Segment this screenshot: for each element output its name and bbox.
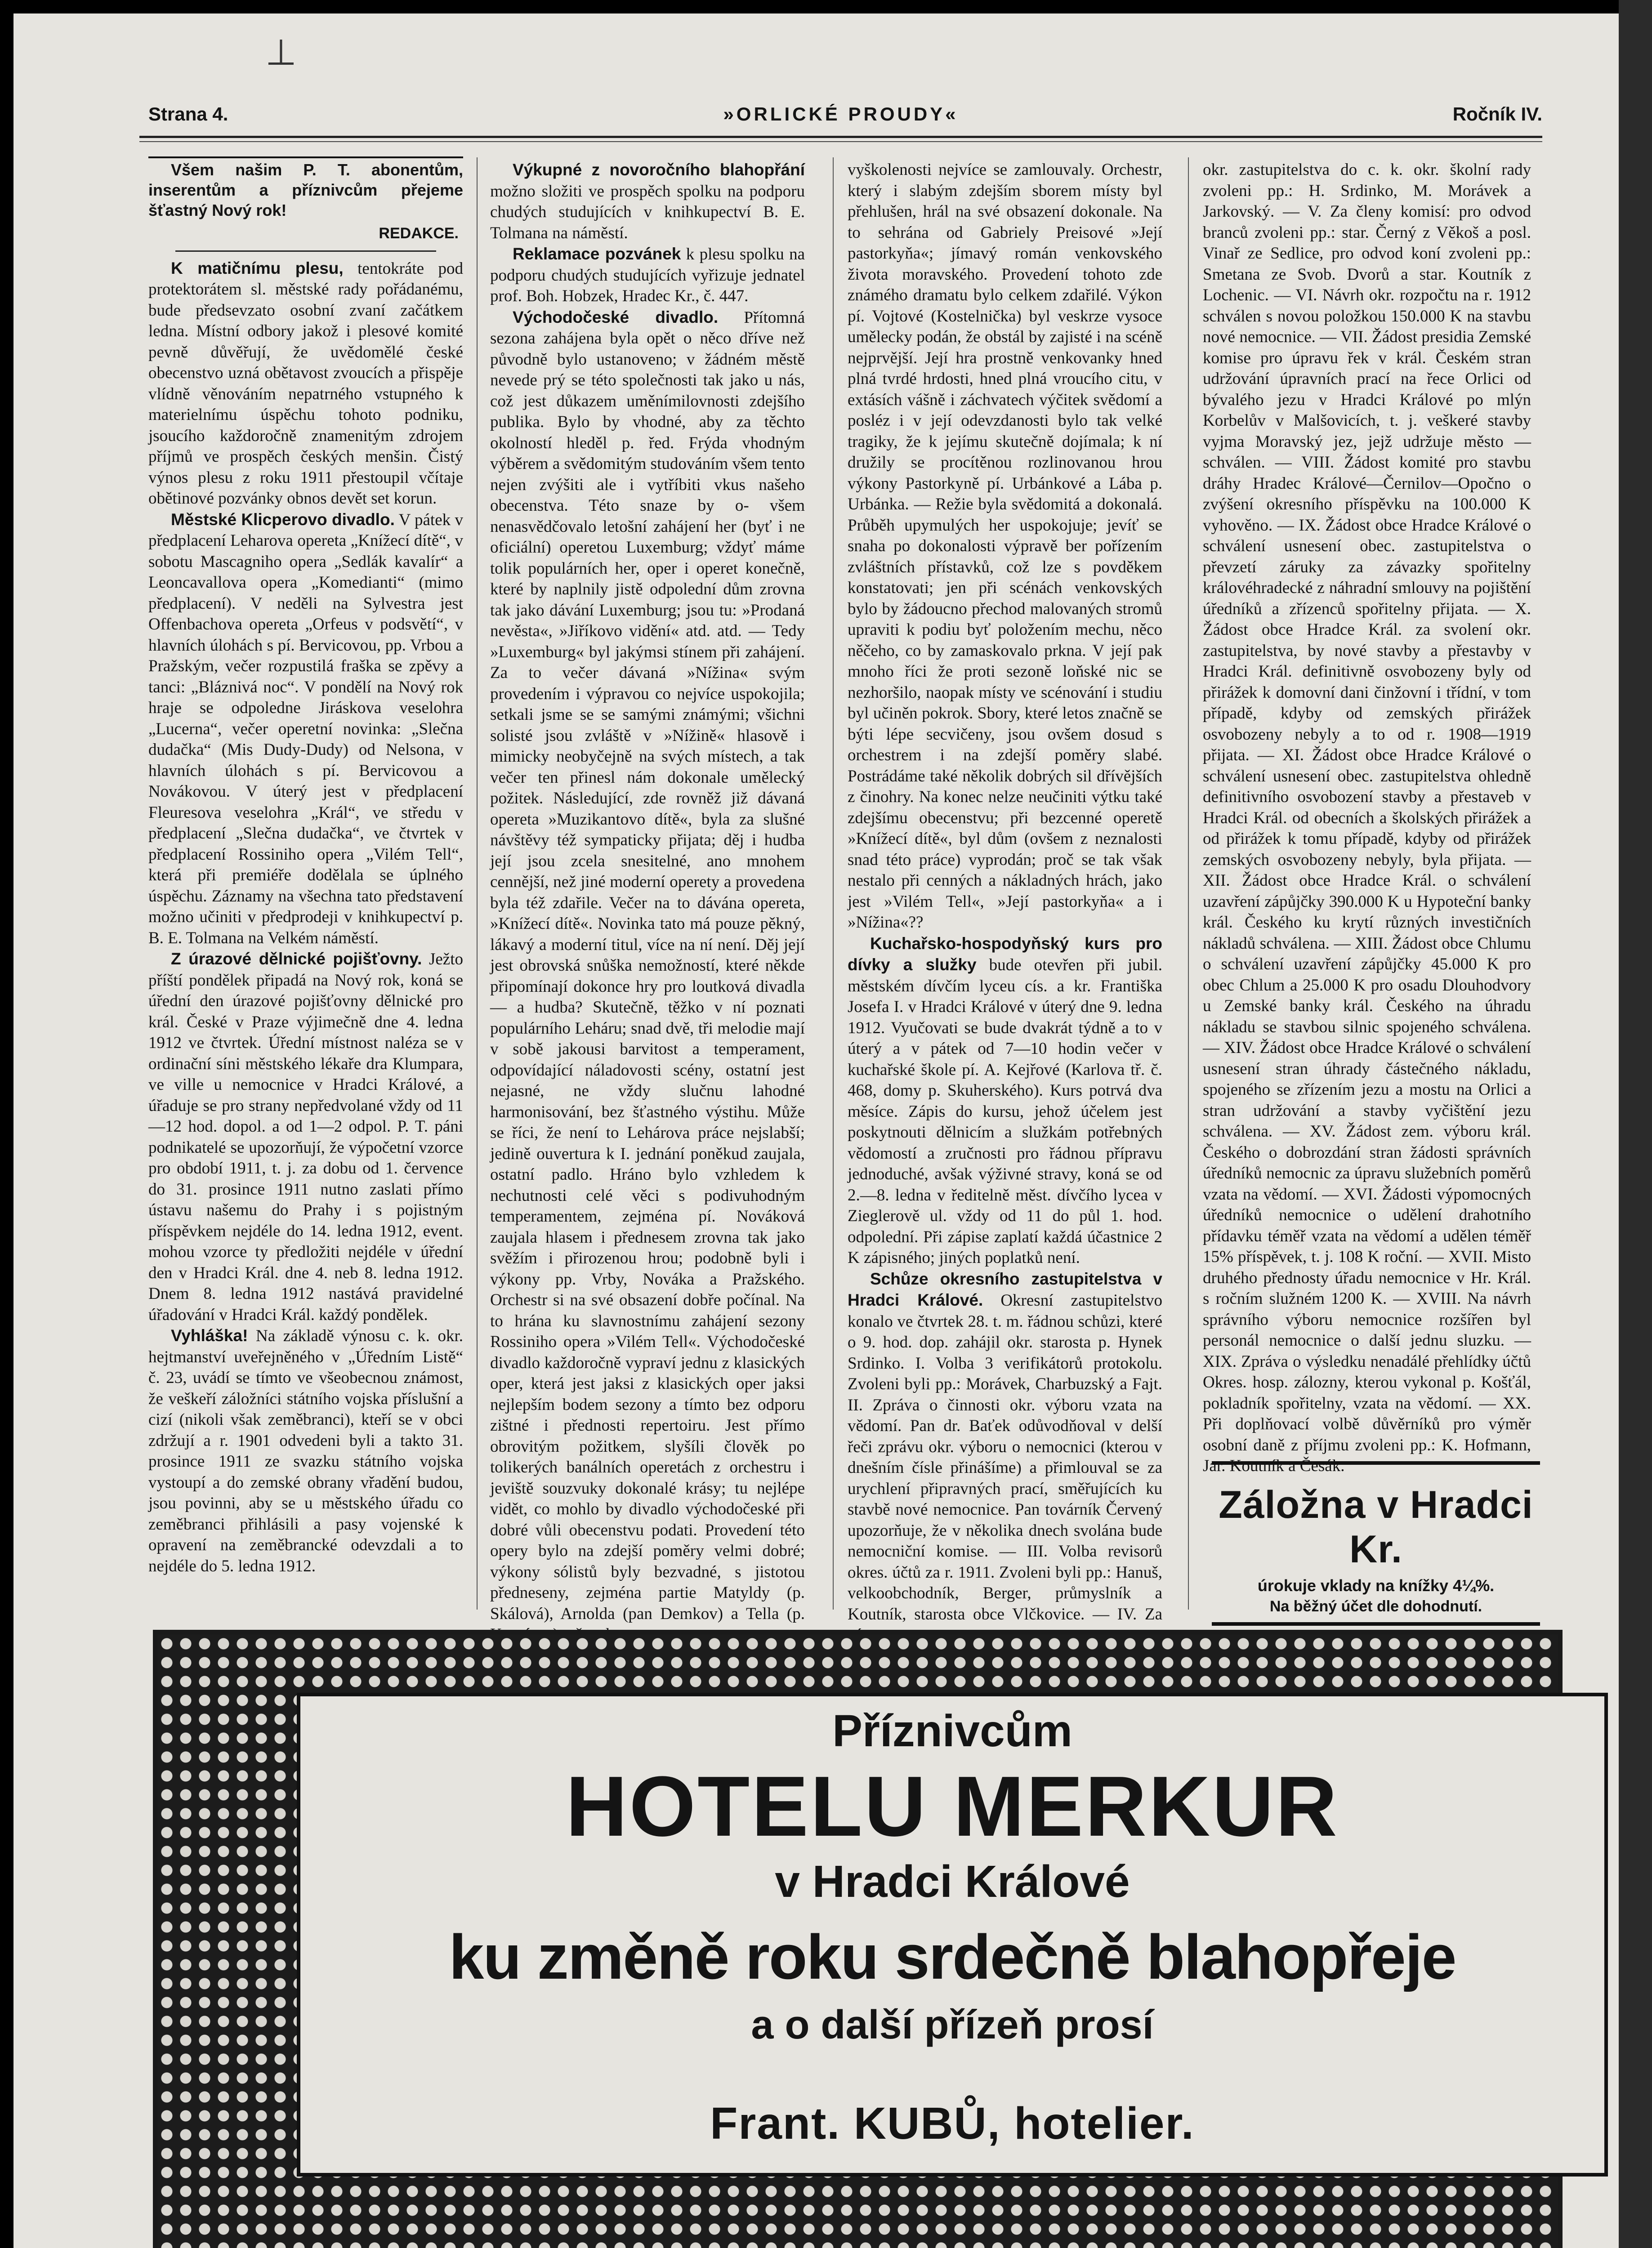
bank-interest-line: úrokuje vklady na knížky 4¼%.	[1257, 1576, 1495, 1595]
column-divider	[477, 157, 478, 1610]
article-klicperovo-theatre: Městské Klicperovo divadlo. V pátek v předplacení Leharova opereta „Knížecí dítě“, v sobotu Mascagniho opera „Sedlák kavalír“ a Leoncavallova opera „Komedianti“ (mimo předplacení). V neděli na Sylvestra jest Offenbachova opereta „Orfeus v podsvětí“, v hlavních úlohách s pí. Bervicovou, pp. Vrbou a Pražským, večer rozpustilá fraška se zpěvy a tanci: „Bláznivá noc“. V pondělí na Nový rok hraje se odpoledne Jiráskova veselohra „Lucerna“, večer operetní novinka: „Slečna dudačka“ (Mis Dudy-Dudy) od Nelsona, v hlavních úlohách s pí. Bervicovou a Novákovou. V úterý jest v předplacení Fleuresova veselohra „Král“, ve středu v předplacení „Slečna dudačka“, ve čtvrtek v předplacení Rossinihо opera „Vilém Tell“, která při premiéře dodělala se úplného úspěchu. Záznamy na všechna tato představení možno učiniti v předprodeji v knihkupectví p. B. E. Tolmana na Velkém náměstí.	[148, 510, 463, 947]
page-number: Strana 4.	[148, 103, 228, 125]
hotel-owner: Frant. KUBŮ, hotelier.	[710, 2098, 1195, 2149]
bank-account-line: Na běžný účet dle dohodnutí.	[1269, 1598, 1482, 1615]
column-divider	[833, 157, 834, 1610]
newspaper-page	[13, 13, 1619, 2248]
article-ransom: Výkupné z novoročního blahopřání možno složiti ve prospěch spolku na podporu chudých studujících v knihkupectví B. E. Tolmana na náměstí.	[490, 161, 805, 242]
article-ball: K matičnímu plesu, tentokráte pod protektorátem sl. městské rady pořádanému, bude předsevzato osobní zvaní začátkem ledna. Místní odbory jakož i plesové komité pevně důvěřují, že uvědomělé české obecenstvo uzná obětavost zvoucích a přispěje vlídně věnováním nepatrného vstupného k materielnímu úspěchu tohoto podniku, jsoucího každoročně znamenitým zdrojem příjmů ve prospěch českých menšin. Čistý výnos plesu z roku 1911 přestoupil včítaje obětinové pozvánky obnos devět set korun.	[148, 259, 464, 508]
hotel-ad-line-1: Příznivcům	[832, 1706, 1072, 1756]
volume-number: Ročník IV.	[1452, 103, 1542, 125]
margin-mark: ⊥	[265, 31, 297, 73]
article-invitations: Reklamace pozvánek k plesu spolku na podporu chudých studujících vyřizuje jednatel prof. Boh. Hobzek, Hradec Kr., č. 447.	[490, 245, 805, 305]
article-district-meeting: Schůze okresního zastupitelstva v Hradci Králové. Okresní zastupitelstvo konalo ve čtvrtek 28. t. m. řádnou schůzi, které o 9. hod. dop. zahájil okr. starosta p. Hynek Srdinko. I. Volba 3 verifikátorů protokolu. Zvoleni byli pp.: Morávek, Charbuzský a Fajt. II. Zpráva o činnosti okr. výboru vzata na vědomí. Pan dr. Baťek odůvodňoval v delší řeči zprávu okr. výboru o nemocnici (kterou v dnešním čísle přinášíme) a přimlouval se za urychlení připravných prací, směřujících ku stavbě nové nemocnice. Pan továrník Červený upozorňuje, že v několika dnech svolána bude nemocniční komise. — III. Volba revisorů okres. účtů za r. 1911. Zvoleni byli pp.: Hanuš, velkoobchodník, Berger, průmyslník a Koutník, starosta obce Vlčkovice. — IV. Za	[848, 1269, 1162, 1624]
article-cooking-course: Kuchařsko-hospodyňský kurs pro dívky a služky bude otevřen při jubil. městském dívčím lyceu cís. a kr. Františka Josefa I. v Hradci Králové v úterý dne 9. ledna 1912. Vyučovati se bude dvakrát týdně a to v úterý a v pátek od 7—10 hodin večer v kuchařské škole pí. A. Kejřové (Karlova tř. č. 468, domy p. Skuherského). Kurs potrvá dva měsíce. Zápis do kursu, jehož účelem jest poskytnouti dělnicím a služkám potřebných vědomostí a zručnosti pro řádnou přípravu jednoduché, avšak výživné stravy, koná se od 2.—8. ledna v ředitelně měst. dívčího lycea v Zieglerově ul. vždy od 11 do půl 1. hod. odpolední. Při zápise zaplatí každá účastnice 2 K zápisného; jiných poplatků není.	[848, 934, 1162, 1267]
header-rule-thin	[139, 141, 1542, 142]
article-district-meeting-continued: okr. zastupitelstva do c. k. okr. školní rady zvoleni pp.: H. Srdinko, M. Morávek a Jarkovský. — V. Za členy komisí: pro odvod branců zvoleni pp.: star. Černý z Věkoš a posl. Vinař ze Sedlice, pro odvod koní zvoleni pp.: Smetana ze Svob. Dvorů a star. Koutník z Lochenic. — VI. Návrh okr. rozpočtu na r. 1912 schválen s novou položkou 150.000 K na stavbu nové nemocnice. — VII. Žádost presidia Zemské komise pro úpravu řek v král. Českém stran udržování úpravních prací na řece Orlici od bývalého jezu v Hradci Králové po mlýn Korbelův v Malšovicích, t. j. veškeré stavby vyjma Moravský jez, jejž udržuje město — schválen. — VIII. Žádost komité pro stavbu dráhy Hradec Králové—Černilov—Opočno o zvýšení okresního příspěvku na 100.000 K vyhověno. — IX. Žádost obce Hradce Králové o schválení usnesení obec. zastupitelstva o převzetí záruky za závazky spořitelny královéhradecké z náhradní smlouvy na pojištění úředníků a zřízenců spořitelny přijata. — X. Žádost obce Hradce Král. za svolení okr. zastupitelstva, by nové stavby a přestavby v Hradci Král. definitivně osvobozeny byly od přirážek k domovní dani činžovní i třídní, v tom případě, kdyby od zemských přirážek osvobozeny nebyly a to od r. 1908—1919 přijata. — XI. Žádost obce Hradce Králové o schválení usnesení obec. zastupitelstva ohledně definitivního osvobození stavby a přestaveb v Hradci Král. od obecních a školských přirážek a od přirážek k tomu případě, kdyby od přirážek zemských osvobozeny nebyly, byla přijata. — XII. Žádost obce Hradce Král. o schválení uzavření zápůjčky 390.000 K u Hypoteční banky král. Českého ku krytí různých investičních nákladů schválena. — XIII. Žádost obce Chlumu o schválení uzavření zápůjčky 45.000 K pro obec Chlum a 25.000 K pro osadu Dlouhodvory u Zemské banky král. Českého na úhradu nákladu se stavbou silnic spojeného schválena. — XIV. Žádost obce Hradce Králové o schválení usnesení stran úhrady částečného nákladu, spojeného se zřízením jezu a mostu na Orlici a stran udržování a stavby vyčištění jezu schválena. — XV. Žádost zem. výboru král. Českého o dobrozdání stran žádosti správních úředníků nemocnic za úpravu služebních poměrů vzata na vědomí. — XVI. Žádosti výpomocných úředníků nemocnice o udělení drahotního přídavku téměř vzata na vědomí a udělen téměř 15% příspěvek, t. j. 108 K roční. — XVII. Misto druhého přednosty úřadu nemocnice v Hr. Král. s ročním služném 1200 K. — XVIII. Na návrh správního výboru nemocnice rozšířen byl personál nemocnice o další jednu sluzku. — XIX. Zpráva o výsledku nenadálé přehlídky účtů Okres. hosp. zálozny, kterou vykonal p. Košťál, pokladník spořitelny, vzata na vědomí. — XX. Při doplňovací volbě důvěrníků pro výměr osobní daně z příjmu zvoleni pp.: K. Hofmann, Jar. Koutník a Česák.	[1203, 161, 1531, 1475]
hotel-name: HOTELU MERKUR	[566, 1759, 1339, 1854]
article-announcement: Vyhláška! Na základě výnosu c. k. okr. hejtmanství uveřejněného v „Úředním Listě“ č. 23, uvádí se tímto ve všeobecnou známost, že veškeří záložníci státního vojska příslušní a cizí (nikoli však zeměbranci), kteří se v obci zdržují a r. 1901 odvedeni byli a takto 31. prosince 1911 ze svazku státního vojska vystoupí a do zemské obrany vřadění budou, jsou povinni, aby se u městského úřadu co zeměbranci přihlásili a pasy vojenské k opravení na zeměbrancké odevzdali a to nejdéle do 5. ledna 1912.	[148, 1326, 463, 1575]
scan-border	[1619, 0, 1652, 2248]
page-header	[135, 99, 1547, 135]
redakce-signature: REDAKCE.	[379, 225, 459, 242]
notice-rule	[148, 156, 463, 158]
bank-advertisement	[1212, 1461, 1540, 1626]
article-insurance: Z úrazové dělnické pojišťovny. Ježto příští pondělek připadá na Nový rok, koná se úřední den úrazové pojišťovny dělnické pro král. České v Praze výjimečně dne 4. ledna 1912 ve čtvrtek. Úřední místnost naléza se v ordinační síni městského lékaře dra Klumpara, ve ville u nemocnice v Hradci Králové, a úřaduje se pro strany nepředvolané vždy od 11—12 hod. dopol. a od 1—2 odpol. P. T. páni podnikatelé se upozorňují, že výpočetní vzorce pro období 1911, t. j. za dobu od 1. července do 31. prosince 1911 nutno zaslati přímo ústavu našemu do Prahy i s pojistným příspěvkem nejdéle do 14. ledna 1912, event. mohou vzorce ty předložiti nejdéle v úřední den v Hradci Král. dne 4. neb 8. ledna 1912. Dnem 8. ledna 1912 nastává pravidelné úřadování v Hradci Král. každý pondělek.	[148, 950, 463, 1324]
column-1	[148, 160, 463, 1607]
hotel-ad-panel	[297, 1693, 1608, 2177]
separator	[175, 250, 436, 252]
article-theatre-continued: vyškolenosti nejvíce se zamlouvaly. Orchestr, který i slabým zdejším sborem místy byl přehlušen, hrál na své obsazení dokonale. Na to sehrána od Gabriely Preisové »Její pastorkyňa«; jímavý román venkovského života moravského. Provedení tohoto zde známého dramatu bylo celkem zdařilé. Výkon pí. Vojtové (Kostelnička) byl veskrze vysoce umělecky podán, že obstál by zajisté i na scéně nejprvější. Její hra prostně venkovanky hned plná tvrdé hrdosti, hned plná vroucího citu, v extásích vášně i záchvatech výčitek svědomí a posléz i v její odevzdanosti bylo tak velké tragiky, že k jejímu skutečně dojímala; k ní družily se procítěnou rozlinovanou hrou výkony Pastorkyně pí. Urbánkové a Lába p. Urbánka. — Režie byla svědomitá a dokonalá. Průběh upymulých her uspokojuje; jevíť se snaha po dokonalosti výpravě ber pořízením zvláštních přístavků, což lze s povděkem konstatovati; jen při scénách venkovských bylo by žádoucno přechod malovaných stromů upraviti k podiu byť položením mechu, něco něčeho, co by zamaskovalo prkna. V její pak mnoho říci že proti sezoně loňské nic se nezhoršilo, naopak místy ve scénování i studiu byl učiněn pokrok. Sbory, které letos značně se býti lépe secvičeny, jsou ovšem dosud s orchestrem i na zdejší poměry slabé. Postrádáme také několik dobrých sil dřívějších z činohry. Na konec nelze neučiniti výtku také zdejšímu obecenstvu; při bezcenné operetě »Knížecí dítě«, byl dům (ovšem z neznalosti snad této práce) vyprodán; proč se tak však nestalo při cenných a nákladných hrách, jako jest »Vilém Tell«, »Její pastorkyňa« a i »Nížina«??	[848, 161, 1162, 932]
newspaper-title: »ORLICKÉ PROUDY«	[723, 103, 959, 125]
hotel-greeting: ku změně roku srdečně blahopřeje	[449, 1922, 1456, 1992]
hotel-advertisement	[153, 1630, 1563, 2248]
hotel-location: v Hradci Králové	[775, 1856, 1130, 1907]
new-year-notice: Všem našim P. T. abonentům, inserentům a příznivcům přejeme šťastný Nový rok!	[148, 161, 463, 219]
column-3	[848, 160, 1162, 1624]
column-2	[490, 160, 805, 1623]
column-4	[1203, 160, 1531, 1475]
bank-title: Záložna v Hradci Kr.	[1219, 1483, 1533, 1571]
column-divider	[1188, 157, 1189, 1610]
hotel-request: a o další přízeň prosí	[751, 2003, 1154, 2047]
article-east-bohemian-theatre: Východočeské divadlo. Přítomná sezona zahájena byla opět o něco dříve než původně bylo ustanoveno; v žádném městě nevede prý se této společnosti tak jako u nás, což jest důkazem uměnímilovnosti zdejšího publika. Bylo by vhodné, aby za těchto okolností hleděl p. řed. Frýda vhodným výběrem a svědomitým studováním všem tento nejen zvýšiti ale i vytříbiti vkus našeho obecenstva. Této snaze by o- všem nenasvědčovalo letošní zahájení her (byť i ne oficiální) operetou Luxemburg; vždyť máme tolik populárních her, oper i operet konečně, které by naplnily jistě odpolední dům zrovna tak jako dávání Luxemburg; jsou tu: »Prodaná nevěsta«, »Jiříkovo vidění« atd. atd. — Tedy »Luxemburg« byl jakýmsi stínem při zahájení. Za to večer dávaná »Nížina« svým provedením i výpravou co nejvíce uspokojila; setkali jsme se se samými známými; všichni solisté jsou zvláště v »Nížině« hlasově i mimicky neobyčejně na svých místech, a tak večer ten přinesl nám dokonale umělecký požitek. Následující, zde rovněž již dávaná opereta »Muzikantovo dítě«, byla za slušné návštěvy též sympaticky přijata; děj i hudba její jsou zcela snesitelné, ano mnohem cennější, než jiné moderní operety a provedena byla též zdařile. Večer na to dávána opereta, »Knížecí dítě«. Novinka tato má pouze pěkný, lákavý a moderní titul, více na ní není. Děj její jest obrovská snůška nemožností, které někde připomínají dokonce hry pro loutková divadla — a hudba? Skutečně, těžko v ní poznati populárního Leháru; snad dvě, tři melodie mají v sobě jakousi barvitost a temperament, odpovídající náladovosti scény, ostatní jest nejasné, ne vždy slučnu lahodné harmonisování, bez šťastného výstihu. Může se říci, že není to Lehárova práce nejslabší; jedině ouvertura k I. jednání poněkud zaujala, ostatní padlo. Hráno bylo vzhledem k nechutnosti celé věci s podivuhodným temperamentem, zejména pí. Nováková zaujala hlasem i přednesem zrovna tak jako svěžím i přirozenou hrou; podobně byli i výkony pp. Vrby, Nováka a Pražského. Orchestr si na své obsazení dobře počínal. Na to hrána ku slavnostnímu zahájení sezony Rossiniho opera »Vilém Tell«. Východočeské divadlo každoročně vypraví jednu z klasických oper, která jest jaksi z klasických oper jaksi nejlepším bodem sezony a tímto bez odporu zištné i přednosti repertoiru. Jest přímo obrovitým požitkem, slyšíli člověk po tolikerých banálních operetách z orchestru i jeviště souzvuky dokonalé krásy; tu nejlépe vidět, co mohlo by divadlo východočeské při dobré vůli obecenstvu podati. Provedení této opery bylo na zdejší poměry velmi dobré; výkony sólistů byly bezvadné, s jistotou předneseny, zejména partie Matyldy (p. Skálová), Arnolda (pan Demkov) a Tella (p.	[490, 308, 805, 1623]
header-rule	[139, 136, 1542, 138]
